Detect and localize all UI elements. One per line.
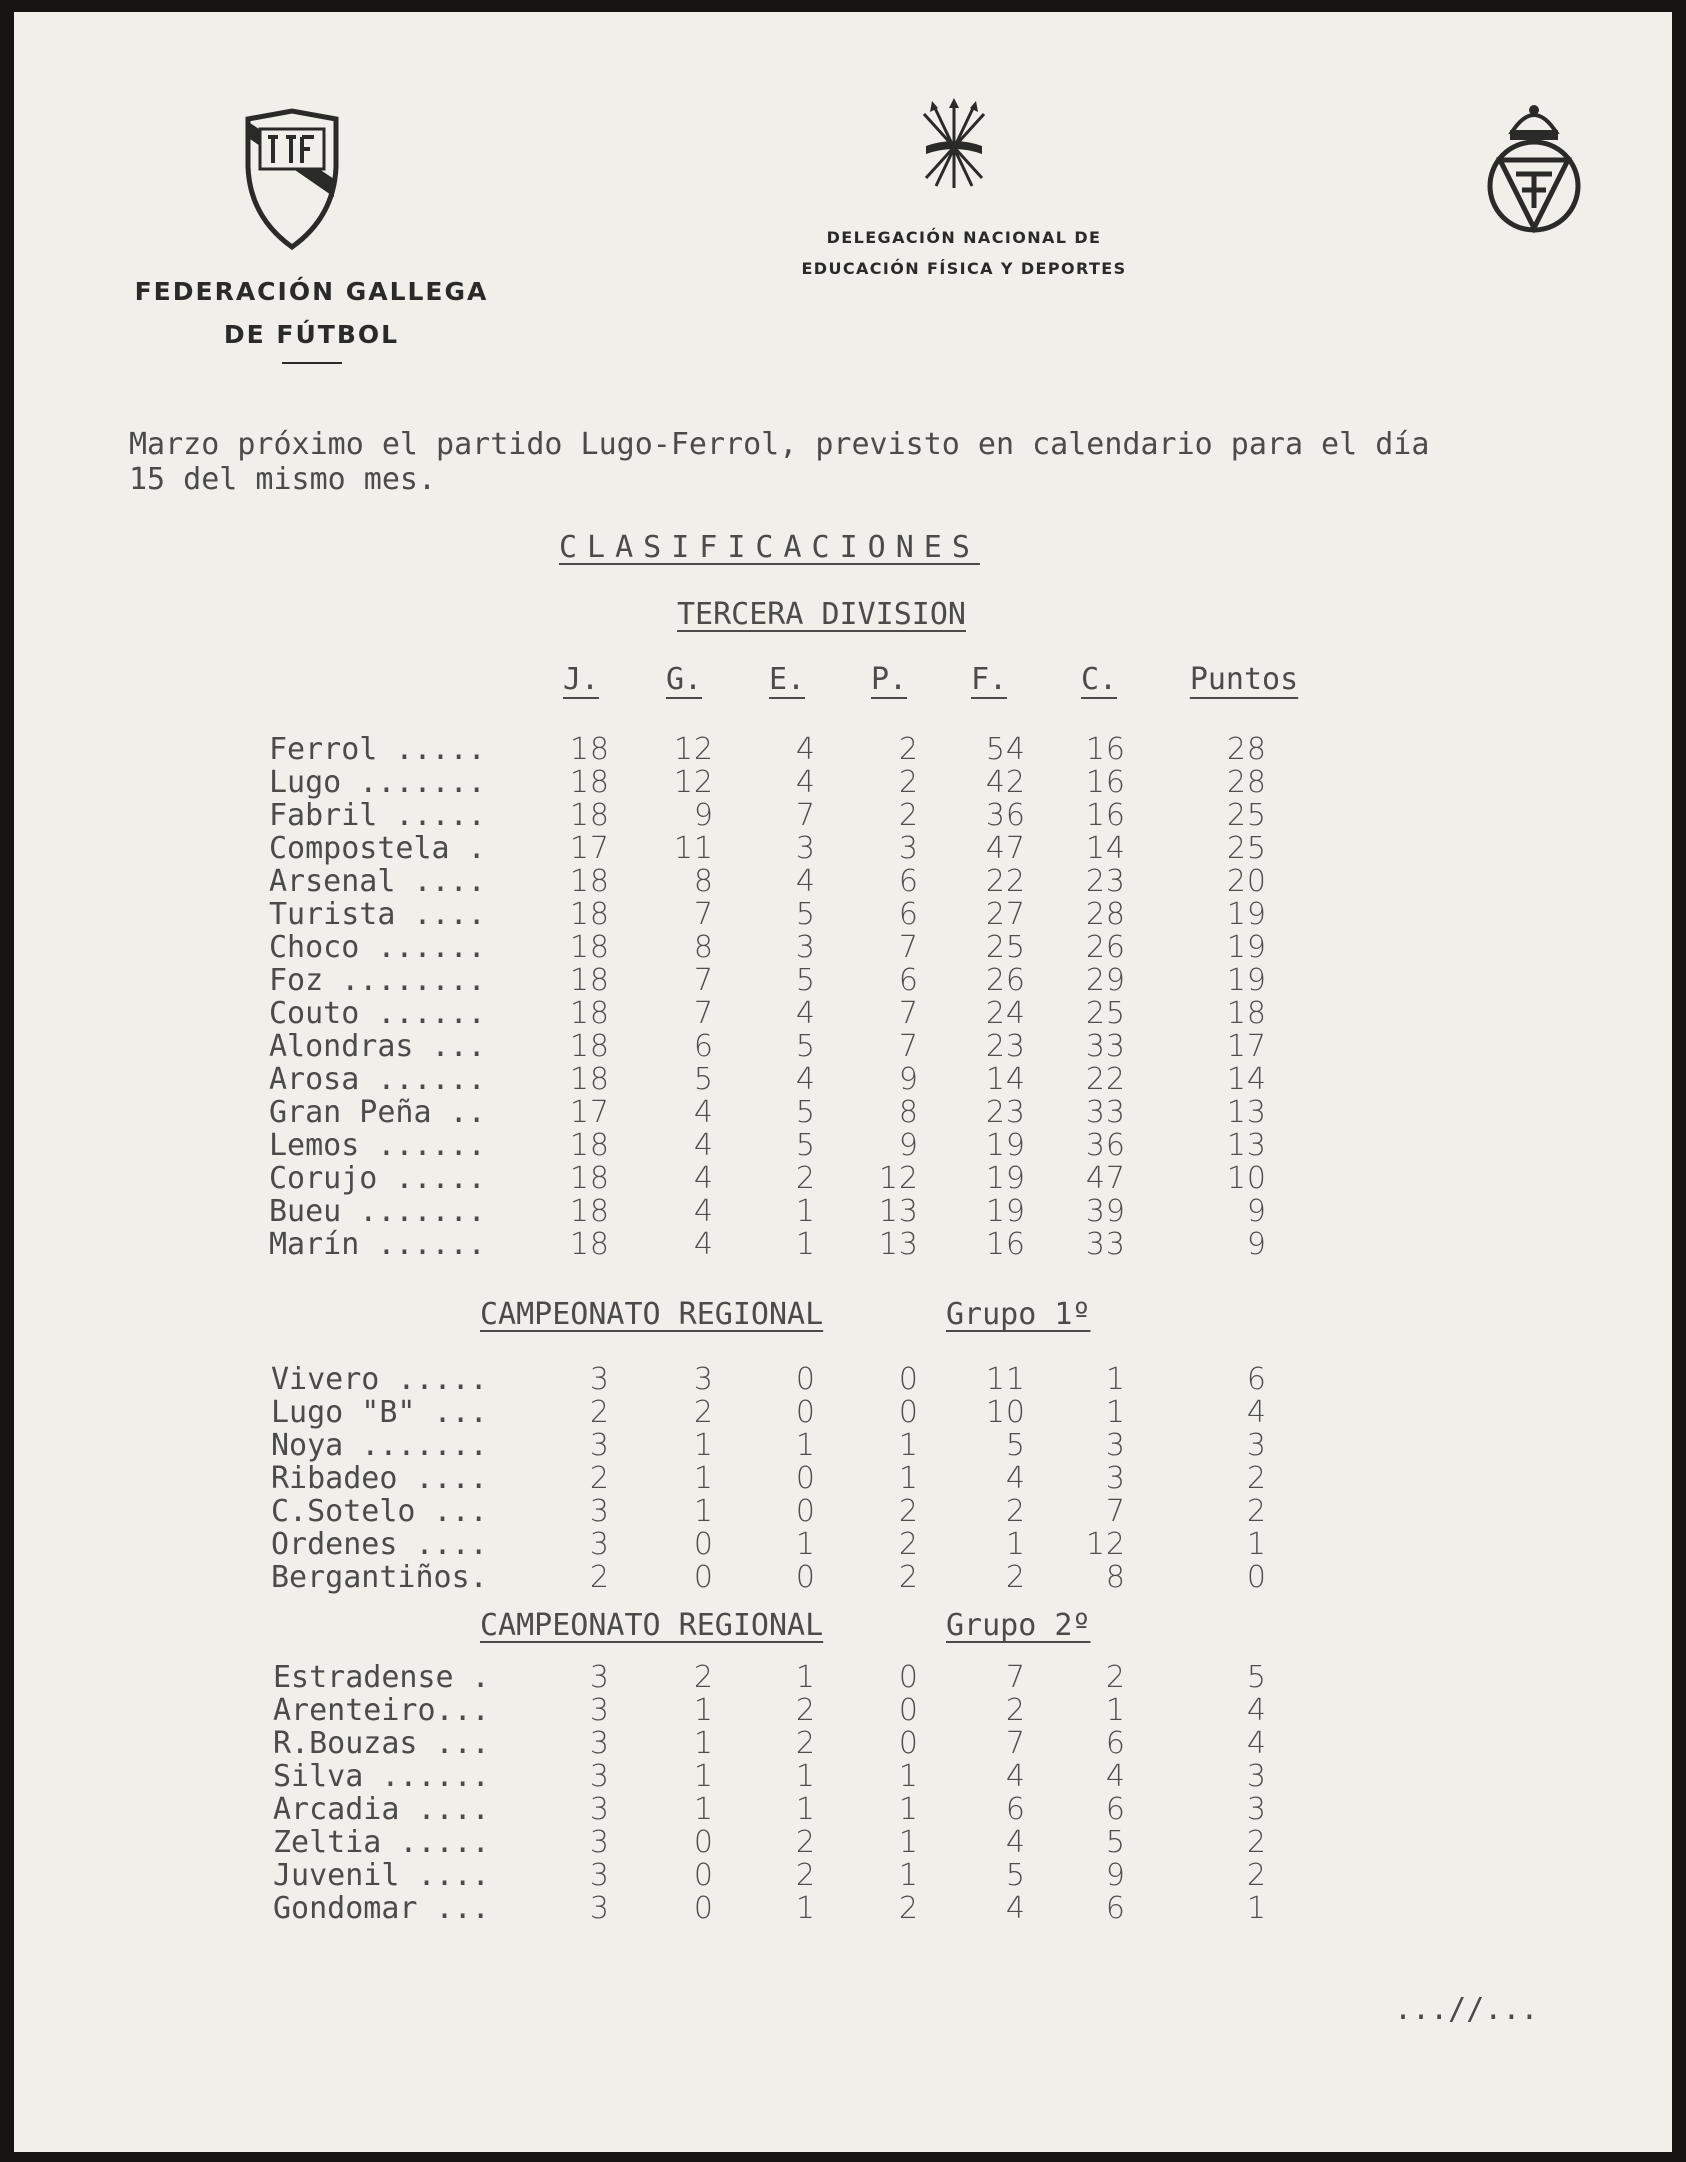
stat-e: 7	[795, 798, 816, 833]
stat-e: 1	[795, 1891, 816, 1926]
stat-c: 2	[1105, 1660, 1126, 1695]
stat-j: 18	[569, 996, 610, 1031]
column-header-e: E.	[768, 662, 806, 697]
stat-g: 1	[693, 1726, 714, 1761]
stat-c: 33	[1085, 1095, 1126, 1130]
stat-e: 5	[795, 1128, 816, 1163]
stat-g: 6	[693, 1029, 714, 1064]
team-name: Ordenes ....	[271, 1527, 488, 1562]
team-name: Arenteiro...	[273, 1693, 490, 1728]
stat-g: 1	[693, 1693, 714, 1728]
stat-j: 18	[569, 1029, 610, 1064]
stat-puntos: 20	[1226, 864, 1267, 899]
stat-p: 7	[898, 930, 919, 965]
stat-f: 4	[1005, 1759, 1026, 1794]
stat-c: 26	[1085, 930, 1126, 965]
stat-f: 27	[985, 897, 1026, 932]
team-name: Compostela .	[269, 831, 486, 866]
tercera-division-heading: TERCERA DIVISION	[677, 597, 966, 632]
stat-c: 29	[1085, 963, 1126, 998]
stat-j: 18	[569, 1227, 610, 1262]
stat-f: 4	[1005, 1461, 1026, 1496]
stat-g: 4	[693, 1161, 714, 1196]
stat-c: 3	[1105, 1461, 1126, 1496]
grupo2-heading: CAMPEONATO REGIONAL	[480, 1608, 824, 1643]
stat-p: 2	[898, 1560, 919, 1595]
stat-c: 33	[1085, 1227, 1126, 1262]
stat-c: 9	[1105, 1858, 1126, 1893]
stat-puntos: 0	[1246, 1560, 1267, 1595]
stat-e: 1	[795, 1660, 816, 1695]
stat-puntos: 4	[1246, 1726, 1267, 1761]
stat-e: 0	[795, 1461, 816, 1496]
stat-e: 4	[795, 732, 816, 767]
stat-e: 5	[795, 1095, 816, 1130]
federacion-name	[114, 270, 509, 364]
stat-c: 12	[1085, 1527, 1126, 1562]
stat-f: 5	[1005, 1428, 1026, 1463]
column-header-c: C.	[1080, 662, 1118, 697]
stat-f: 26	[985, 963, 1026, 998]
stat-f: 24	[985, 996, 1026, 1031]
stat-p: 7	[898, 1029, 919, 1064]
stat-f: 5	[1005, 1858, 1026, 1893]
stat-c: 4	[1105, 1759, 1126, 1794]
stat-c: 3	[1105, 1428, 1126, 1463]
stat-j: 3	[589, 1858, 610, 1893]
stat-c: 7	[1105, 1494, 1126, 1529]
stat-g: 1	[693, 1792, 714, 1827]
stat-p: 9	[898, 1128, 919, 1163]
stat-g: 2	[693, 1395, 714, 1430]
stat-e: 4	[795, 765, 816, 800]
stat-j: 18	[569, 897, 610, 932]
stat-puntos: 25	[1226, 831, 1267, 866]
stat-f: 19	[985, 1161, 1026, 1196]
stat-f: 4	[1005, 1891, 1026, 1926]
stat-f: 23	[985, 1095, 1026, 1130]
team-name: Alondras ...	[269, 1029, 486, 1064]
stat-e: 4	[795, 996, 816, 1031]
team-name: Arsenal ....	[269, 864, 486, 899]
stat-p: 6	[898, 963, 919, 998]
stat-puntos: 2	[1246, 1494, 1267, 1529]
stat-c: 22	[1085, 1062, 1126, 1097]
team-name: Noya .......	[271, 1428, 488, 1463]
stat-j: 3	[589, 1494, 610, 1529]
stat-c: 47	[1085, 1161, 1126, 1196]
stat-puntos: 25	[1226, 798, 1267, 833]
column-header-j: J.	[562, 662, 600, 697]
stat-puntos: 10	[1226, 1161, 1267, 1196]
stat-f: 22	[985, 864, 1026, 899]
column-header-g: G.	[665, 662, 703, 697]
stat-p: 2	[898, 1494, 919, 1529]
stat-puntos: 19	[1226, 963, 1267, 998]
stat-g: 9	[693, 798, 714, 833]
stat-puntos: 4	[1246, 1693, 1267, 1728]
stat-c: 5	[1105, 1825, 1126, 1860]
team-name: Lemos ......	[269, 1128, 486, 1163]
stat-e: 0	[795, 1395, 816, 1430]
stat-j: 18	[569, 798, 610, 833]
stat-puntos: 2	[1246, 1858, 1267, 1893]
team-name: Couto ......	[269, 996, 486, 1031]
stat-e: 1	[795, 1428, 816, 1463]
stat-p: 2	[898, 732, 919, 767]
stat-p: 1	[898, 1428, 919, 1463]
stat-puntos: 3	[1246, 1792, 1267, 1827]
stat-g: 1	[693, 1759, 714, 1794]
stat-g: 8	[693, 864, 714, 899]
stat-p: 0	[898, 1395, 919, 1430]
grupo1-label: Grupo 1º	[946, 1297, 1091, 1332]
stat-e: 1	[795, 1527, 816, 1562]
stat-p: 9	[898, 1062, 919, 1097]
stat-puntos: 9	[1246, 1194, 1267, 1229]
stat-f: 11	[985, 1362, 1026, 1397]
stat-g: 4	[693, 1194, 714, 1229]
stat-e: 2	[795, 1825, 816, 1860]
stat-e: 5	[795, 963, 816, 998]
stat-c: 28	[1085, 897, 1126, 932]
stat-puntos: 19	[1226, 897, 1267, 932]
stat-p: 1	[898, 1792, 919, 1827]
team-name: Lugo .......	[269, 765, 486, 800]
stat-f: 54	[985, 732, 1026, 767]
stat-c: 1	[1105, 1395, 1126, 1430]
delegacion-name	[794, 222, 1134, 284]
stat-j: 3	[589, 1792, 610, 1827]
team-name: Foz ........	[269, 963, 486, 998]
stat-puntos: 6	[1246, 1362, 1267, 1397]
team-name: Estradense .	[273, 1660, 490, 1695]
stat-p: 13	[878, 1227, 919, 1262]
stat-f: 7	[1005, 1660, 1026, 1695]
stat-j: 18	[569, 1194, 610, 1229]
delegacion-line1: DELEGACIÓN NACIONAL DE	[826, 228, 1102, 247]
stat-c: 16	[1085, 732, 1126, 767]
yoke-and-arrows-emblem	[914, 96, 994, 196]
stat-p: 2	[898, 798, 919, 833]
stat-f: 47	[985, 831, 1026, 866]
stat-puntos: 18	[1226, 996, 1267, 1031]
header-divider	[282, 362, 342, 364]
stat-p: 2	[898, 1891, 919, 1926]
stat-f: 42	[985, 765, 1026, 800]
stat-j: 3	[589, 1891, 610, 1926]
stat-p: 3	[898, 831, 919, 866]
rfef-crest	[1482, 98, 1586, 238]
stat-g: 12	[673, 765, 714, 800]
team-name: Arcadia ....	[273, 1792, 490, 1827]
stat-g: 0	[693, 1858, 714, 1893]
stat-f: 2	[1005, 1693, 1026, 1728]
stat-f: 25	[985, 930, 1026, 965]
team-name: R.Bouzas ...	[273, 1726, 490, 1761]
stat-p: 6	[898, 897, 919, 932]
intro-line-2: 15 del mismo mes.	[129, 462, 437, 497]
stat-c: 1	[1105, 1362, 1126, 1397]
stat-e: 1	[795, 1759, 816, 1794]
stat-f: 7	[1005, 1726, 1026, 1761]
stat-j: 3	[589, 1428, 610, 1463]
stat-e: 4	[795, 864, 816, 899]
stat-puntos: 19	[1226, 930, 1267, 965]
team-name: Corujo .....	[269, 1161, 486, 1196]
stat-e: 3	[795, 930, 816, 965]
stat-j: 3	[589, 1759, 610, 1794]
federacion-name-line1: FEDERACIÓN GALLEGA	[134, 277, 489, 306]
stat-puntos: 9	[1246, 1227, 1267, 1262]
stat-f: 2	[1005, 1560, 1026, 1595]
stat-c: 8	[1105, 1560, 1126, 1595]
stat-c: 6	[1105, 1792, 1126, 1827]
stat-g: 1	[693, 1428, 714, 1463]
stat-j: 3	[589, 1362, 610, 1397]
stat-f: 19	[985, 1128, 1026, 1163]
stat-g: 2	[693, 1660, 714, 1695]
stat-g: 11	[673, 831, 714, 866]
stat-e: 4	[795, 1062, 816, 1097]
stat-c: 33	[1085, 1029, 1126, 1064]
team-name: C.Sotelo ...	[271, 1494, 488, 1529]
stat-f: 4	[1005, 1825, 1026, 1860]
stat-j: 3	[589, 1660, 610, 1695]
team-name: Gran Peña ..	[269, 1095, 486, 1130]
stat-p: 0	[898, 1660, 919, 1695]
stat-puntos: 3	[1246, 1759, 1267, 1794]
stat-j: 18	[569, 765, 610, 800]
stat-j: 3	[589, 1825, 610, 1860]
team-name: Marín ......	[269, 1227, 486, 1262]
stat-g: 0	[693, 1891, 714, 1926]
stat-p: 0	[898, 1362, 919, 1397]
team-name: Gondomar ...	[273, 1891, 490, 1926]
stat-j: 18	[569, 963, 610, 998]
stat-e: 2	[795, 1161, 816, 1196]
team-name: Bergantiños.	[271, 1560, 488, 1595]
stat-e: 0	[795, 1494, 816, 1529]
stat-g: 4	[693, 1227, 714, 1262]
column-header-puntos: Puntos	[1189, 662, 1299, 697]
stat-p: 1	[898, 1759, 919, 1794]
stat-puntos: 1	[1246, 1527, 1267, 1562]
continuation-mark: ...//...	[1394, 1992, 1539, 2027]
intro-line-1: Marzo próximo el partido Lugo-Ferrol, previsto en calendario para el día	[129, 427, 1430, 462]
stat-c: 14	[1085, 831, 1126, 866]
stat-p: 12	[878, 1161, 919, 1196]
stat-p: 7	[898, 996, 919, 1031]
stat-c: 16	[1085, 798, 1126, 833]
stat-g: 7	[693, 897, 714, 932]
stat-p: 1	[898, 1461, 919, 1496]
stat-f: 1	[1005, 1527, 1026, 1562]
stat-c: 6	[1105, 1726, 1126, 1761]
stat-c: 6	[1105, 1891, 1126, 1926]
stat-g: 5	[693, 1062, 714, 1097]
stat-e: 0	[795, 1362, 816, 1397]
stat-p: 13	[878, 1194, 919, 1229]
team-name: Vivero .....	[271, 1362, 488, 1397]
stat-e: 2	[795, 1858, 816, 1893]
stat-p: 1	[898, 1825, 919, 1860]
stat-p: 0	[898, 1726, 919, 1761]
stat-j: 18	[569, 1161, 610, 1196]
stat-j: 3	[589, 1726, 610, 1761]
federacion-gallega-crest	[242, 107, 342, 252]
stat-p: 6	[898, 864, 919, 899]
stat-g: 7	[693, 996, 714, 1031]
delegacion-line2: EDUCACIÓN FÍSICA Y DEPORTES	[801, 259, 1127, 278]
stat-g: 0	[693, 1527, 714, 1562]
stat-puntos: 2	[1246, 1825, 1267, 1860]
stat-puntos: 14	[1226, 1062, 1267, 1097]
team-name: Zeltia .....	[273, 1825, 490, 1860]
team-name: Ferrol .....	[269, 732, 486, 767]
grupo1-heading: CAMPEONATO REGIONAL	[480, 1297, 824, 1332]
stat-g: 0	[693, 1560, 714, 1595]
team-name: Turista ....	[269, 897, 486, 932]
stat-p: 2	[898, 1527, 919, 1562]
grupo2-label: Grupo 2º	[946, 1608, 1091, 1643]
stat-e: 2	[795, 1726, 816, 1761]
stat-e: 1	[795, 1792, 816, 1827]
team-name: Lugo "B" ...	[271, 1395, 488, 1430]
team-name: Silva ......	[273, 1759, 490, 1794]
stat-c: 16	[1085, 765, 1126, 800]
clasificaciones-title: CLASIFICACIONES	[559, 530, 980, 565]
stat-f: 19	[985, 1194, 1026, 1229]
team-name: Choco ......	[269, 930, 486, 965]
stat-f: 6	[1005, 1792, 1026, 1827]
stat-f: 2	[1005, 1494, 1026, 1529]
stat-f: 14	[985, 1062, 1026, 1097]
stat-g: 7	[693, 963, 714, 998]
stat-j: 2	[589, 1461, 610, 1496]
stat-j: 18	[569, 732, 610, 767]
stat-e: 1	[795, 1227, 816, 1262]
column-header-p: P.	[870, 662, 908, 697]
stat-puntos: 28	[1226, 765, 1267, 800]
stat-p: 8	[898, 1095, 919, 1130]
stat-f: 16	[985, 1227, 1026, 1262]
stat-j: 3	[589, 1527, 610, 1562]
stat-p: 2	[898, 765, 919, 800]
stat-e: 1	[795, 1194, 816, 1229]
team-name: Ribadeo ....	[271, 1461, 488, 1496]
stat-j: 18	[569, 1062, 610, 1097]
team-name: Arosa ......	[269, 1062, 486, 1097]
stat-e: 5	[795, 897, 816, 932]
stat-c: 1	[1105, 1693, 1126, 1728]
stat-f: 23	[985, 1029, 1026, 1064]
stat-p: 0	[898, 1693, 919, 1728]
stat-g: 4	[693, 1128, 714, 1163]
stat-e: 0	[795, 1560, 816, 1595]
stat-g: 3	[693, 1362, 714, 1397]
stat-e: 5	[795, 1029, 816, 1064]
stat-c: 23	[1085, 864, 1126, 899]
stat-j: 2	[589, 1560, 610, 1595]
stat-j: 3	[589, 1693, 610, 1728]
stat-g: 1	[693, 1461, 714, 1496]
stat-puntos: 17	[1226, 1029, 1267, 1064]
stat-g: 8	[693, 930, 714, 965]
stat-c: 25	[1085, 996, 1126, 1031]
stat-f: 10	[985, 1395, 1026, 1430]
stat-j: 18	[569, 864, 610, 899]
stat-puntos: 3	[1246, 1428, 1267, 1463]
stat-f: 36	[985, 798, 1026, 833]
stat-g: 1	[693, 1494, 714, 1529]
stat-puntos: 1	[1246, 1891, 1267, 1926]
stat-puntos: 13	[1226, 1095, 1267, 1130]
column-header-f: F.	[970, 662, 1008, 697]
stat-j: 18	[569, 1128, 610, 1163]
stat-g: 4	[693, 1095, 714, 1130]
team-name: Juvenil ....	[273, 1858, 490, 1893]
stat-c: 36	[1085, 1128, 1126, 1163]
document-page	[14, 12, 1672, 2152]
stat-j: 18	[569, 930, 610, 965]
stat-puntos: 13	[1226, 1128, 1267, 1163]
stat-puntos: 28	[1226, 732, 1267, 767]
stat-e: 3	[795, 831, 816, 866]
stat-p: 1	[898, 1858, 919, 1893]
stat-puntos: 4	[1246, 1395, 1267, 1430]
stat-g: 0	[693, 1825, 714, 1860]
federacion-name-line2: DE FÚTBOL	[223, 320, 400, 349]
stat-puntos: 5	[1246, 1660, 1267, 1695]
stat-c: 39	[1085, 1194, 1126, 1229]
stat-g: 12	[673, 732, 714, 767]
stat-j: 17	[569, 1095, 610, 1130]
stat-j: 17	[569, 831, 610, 866]
stat-j: 2	[589, 1395, 610, 1430]
stat-puntos: 2	[1246, 1461, 1267, 1496]
team-name: Fabril .....	[269, 798, 486, 833]
stat-e: 2	[795, 1693, 816, 1728]
team-name: Bueu .......	[269, 1194, 486, 1229]
